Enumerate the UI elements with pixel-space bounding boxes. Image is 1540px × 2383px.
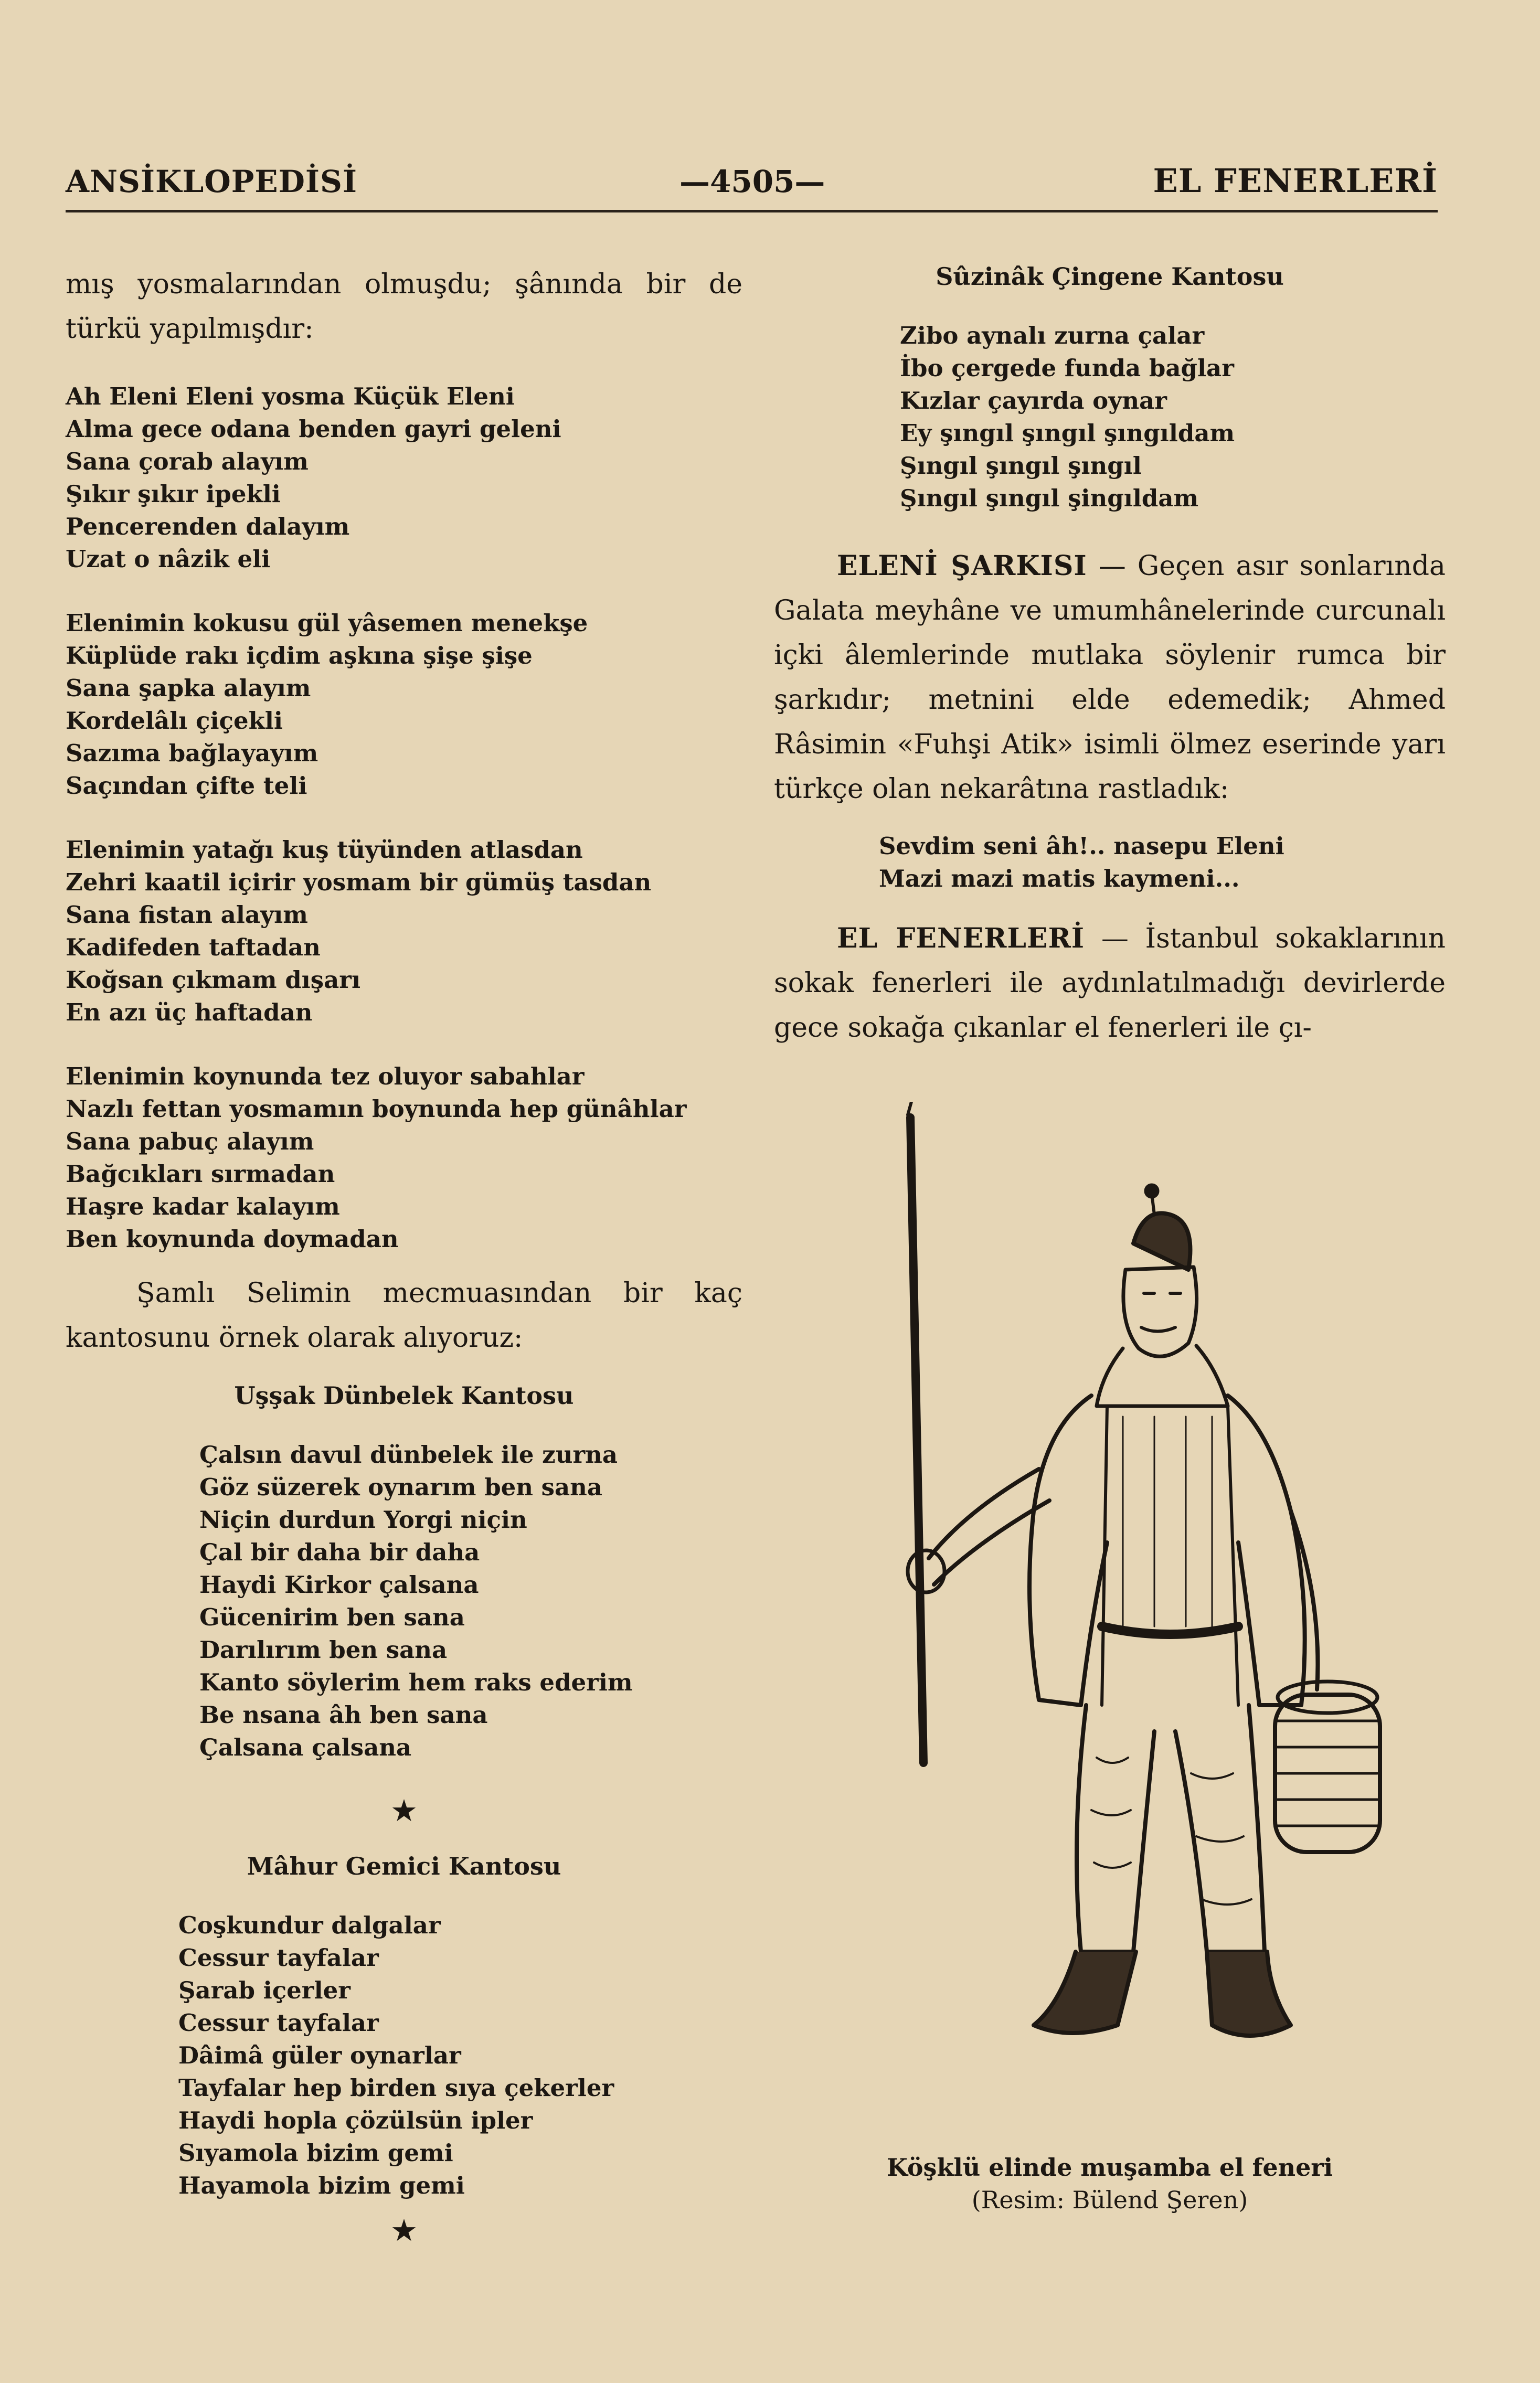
verse-line: Zibo aynalı zurna çalar [900,322,1205,349]
el-fenerleri-paragraph [774,916,1446,1050]
verse-line: Sıyamola bizim gemi [178,2139,453,2167]
verse-line: Sana fistan alayım [66,901,308,929]
eleni-stanza-4 [66,1060,742,1256]
intro-text: mış yosmalarından olmuşdu; şânında bir de türkü yapılmışdır: [66,269,742,345]
verse-line: Elenimin koynunda tez oluyor sabahlar [66,1062,585,1090]
verse-line: Hayamola bizim gemi [178,2172,465,2199]
verse-line: Sazıma bağlayayım [66,739,318,767]
verse-line: Şarab içerler [178,1976,351,2004]
verse-line: Ah Eleni Eleni yosma Küçük Eleni [66,382,515,410]
eleni-stanza-3 [66,834,742,1029]
header-rule [66,210,1438,212]
verse-line: Çalsın davul dünbelek ile zurna [199,1441,618,1469]
illustration-drawing [861,1102,1411,2141]
verse-line: Tayfalar hep birden sıya çekerler [178,2074,614,2102]
verse-line: Sevdim seni âh!.. nasepu Eleni [879,832,1284,860]
verse-line: Nazlı fettan yosmamın boynunda hep günâhlar [66,1095,687,1123]
verse-line: Niçin durdun Yorgi niçin [199,1506,527,1534]
page-number: —4505— [679,164,825,199]
intro-paragraph [66,262,742,352]
verse-line: Haşre kadar kalayım [66,1193,340,1220]
kanto-title-ussak: Uşşak Dünbelek Kantosu [234,1381,574,1410]
el-fenerleri-heading: EL FENERLERİ [837,922,1085,954]
verse-line: Elenimin yatağı kuş tüyünden atlasdan [66,836,583,864]
kanto-title-mahur: Mâhur Gemici Kantosu [247,1852,561,1880]
verse-line: Kadifeden taftadan [66,933,321,961]
verse-line: Uzat o nâzik eli [66,545,271,573]
caption-title: Köşklü elinde muşamba el feneri [886,2153,1333,2182]
caption-credit: (Resim: Bülend Şeren) [971,2186,1248,2214]
verse-line: Saçından çifte teli [66,772,307,800]
verse-line: İbo çergede funda bağlar [900,354,1234,382]
verse-line: Cessur tayfalar [178,1944,379,1972]
samli-text: Şamlı Selimin mecmuasından bir kaç kantosunu örnek olarak alıyoruz: [66,1278,742,1354]
verse-line: Dâimâ güler oynarlar [178,2041,461,2069]
el-fenerleri-text: — İstanbul sokaklarının sokak fenerleri ile aydınlatılmadığı devirlerde gece sokağa çıkanlar el fenerleri ile çı- [774,923,1446,1044]
eleni-sarkisi-verse [774,830,1446,895]
verse-line: Bağcıkları sırmadan [66,1160,335,1188]
eleni-sarkisi-text: — Geçen asır sonlarında Galata meyhâne ve umumhânelerinde curcunalı içki âlemlerinde mutlaka söylenir rumca bir şarkıdır; metnini elde edemedik; Ahmed Râsimin «Fuhşi Atik» isimli ölmez eserinde yarı türkçe olan nekarâtına rastladık: [774,550,1446,805]
kanto-ussak-verse [66,1439,742,1764]
samli-paragraph [66,1271,742,1360]
verse-line: Çal bir daha bir daha [199,1538,480,1566]
header-right-title: EL FENERLERİ [1153,162,1438,200]
verse-line: Şıngıl şıngıl şıngıl [900,452,1142,480]
left-column [66,262,742,2272]
verse-line: Alma gece odana benden gayri geleni [66,415,561,443]
verse-line: Şıngıl şıngıl şingıldam [900,484,1199,512]
verse-line: Ben koynunda doymadan [66,1225,399,1253]
verse-line: Mazi mazi matis kaymeni... [879,865,1240,892]
star-separator-end: ★ [390,2212,418,2248]
lantern-man-illustration [861,1102,1411,2141]
verse-line: Darılırım ben sana [199,1636,448,1664]
verse-line: Küplüde rakı içdim aşkına şişe şişe [66,642,533,669]
verse-line: Sana şapka alayım [66,674,311,702]
verse-line: Coşkundur dalgalar [178,1911,441,1939]
header-left-title: ANSİKLOPEDİSİ [66,164,358,199]
kanto-mahur-verse [66,1909,742,2202]
verse-line: Sana pabuç alayım [66,1127,314,1155]
verse-line: Kordelâlı çiçekli [66,707,283,735]
eleni-stanza-2 [66,607,742,802]
verse-line: Haydi hopla çözülsün ipler [178,2107,533,2134]
kanto-suzinak-verse [774,320,1446,515]
eleni-stanza-1 [66,380,742,576]
verse-line: En azı üç haftadan [66,998,313,1026]
verse-line: Be nsana âh ben sana [199,1701,488,1729]
kanto-title-suzinak: Sûzinâk Çingene Kantosu [936,262,1284,291]
verse-line: Göz süzerek oynarım ben sana [199,1473,603,1501]
verse-line: Sana çorab alayım [66,448,309,475]
verse-line: Çalsana çalsana [199,1733,412,1761]
verse-line: Koğsan çıkmam dışarı [66,966,361,994]
verse-line: Elenimin kokusu gül yâsemen menekşe [66,609,588,637]
right-column [774,262,1446,1050]
verse-line: Ey şıngıl şıngıl şıngıldam [900,419,1235,447]
verse-line: Gücenirim ben sana [199,1603,465,1631]
verse-line: Pencerenden dalayım [66,513,350,540]
verse-line: Zehri kaatil içirir yosmam bir gümüş tasdan [66,868,652,896]
verse-line: Şıkır şıkır ipekli [66,480,281,508]
verse-line: Haydi Kirkor çalsana [199,1571,479,1599]
verse-line: Kızlar çayırda oynar [900,387,1167,414]
eleni-sarkisi-heading: ELENİ ŞARKISI [837,550,1087,582]
eleni-sarkisi-paragraph [774,544,1446,812]
verse-line: Kanto söylerim hem raks ederim [199,1668,633,1696]
star-separator: ★ [390,1793,418,1828]
page-header [66,157,1438,215]
illustration-caption [774,2151,1446,2216]
verse-line: Cessur tayfalar [178,2009,379,2037]
